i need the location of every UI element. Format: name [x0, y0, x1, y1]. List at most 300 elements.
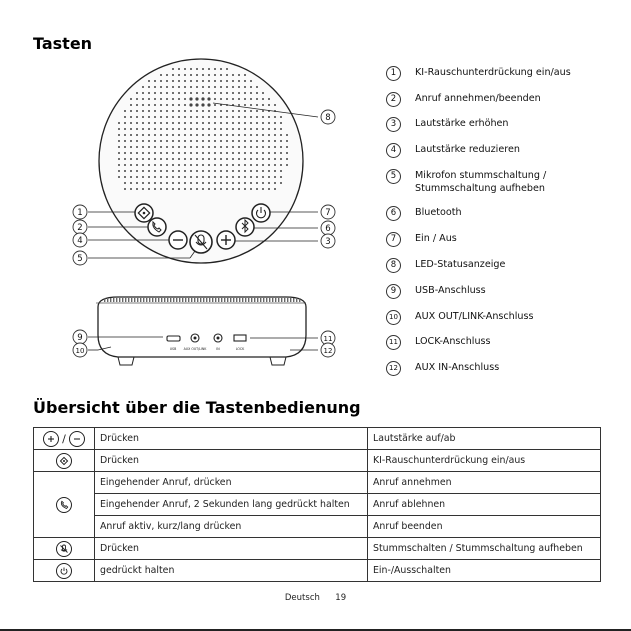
grille-dot	[268, 164, 270, 166]
grille-dot	[184, 74, 186, 76]
button-call	[148, 218, 166, 236]
grille-dot	[195, 97, 198, 100]
button-bluetooth	[236, 218, 254, 236]
page-footer	[0, 593, 631, 603]
grille-dot	[214, 152, 216, 154]
grille-dot	[124, 140, 126, 142]
grille-dot	[244, 176, 246, 178]
table-row	[34, 472, 601, 494]
grille-dot	[274, 116, 276, 118]
grille-dot	[190, 170, 192, 172]
grille-dot	[136, 110, 138, 112]
legend-number: 11	[386, 335, 401, 350]
callout-8	[321, 110, 335, 124]
grille-dot	[262, 182, 264, 184]
grille-dot	[220, 128, 222, 130]
grille-dot	[172, 188, 174, 190]
grille-dot	[268, 98, 270, 100]
grille-dot	[274, 140, 276, 142]
grille-dot	[154, 116, 156, 118]
grille-dot	[214, 86, 216, 88]
grille-dot	[250, 80, 252, 82]
footer-language: Deutsch	[284, 593, 320, 603]
grille-dot	[214, 128, 216, 130]
table-icon-cell: /	[34, 428, 95, 450]
grille-dot	[226, 110, 228, 112]
side-grille-slot	[149, 298, 150, 302]
grille-dot	[190, 188, 192, 190]
grille-dot	[226, 92, 228, 94]
grille-dot	[178, 170, 180, 172]
grille-dot	[184, 80, 186, 82]
side-grille-slot	[206, 298, 207, 302]
side-grille-slot	[257, 298, 258, 302]
grille-dot	[202, 128, 204, 130]
grille-dot	[148, 146, 150, 148]
grille-dot	[184, 170, 186, 172]
grille-dot	[130, 140, 132, 142]
grille-dot	[178, 86, 180, 88]
grille-dot	[201, 97, 204, 100]
side-grille-slot	[221, 298, 222, 302]
grille-dot	[160, 86, 162, 88]
grille-dot	[172, 152, 174, 154]
grille-dot	[256, 86, 258, 88]
table-function-cell: KI-Rauschunterdrückung ein/aus	[368, 450, 601, 472]
grille-dot	[178, 68, 180, 70]
grille-dot	[154, 134, 156, 136]
side-grille-slot	[275, 298, 276, 302]
grille-dot	[280, 182, 282, 184]
grille-dot	[232, 176, 234, 178]
grille-dot	[190, 182, 192, 184]
grille-dot	[250, 116, 252, 118]
grille-dot	[178, 146, 180, 148]
grille-dot	[280, 140, 282, 142]
grille-dot	[142, 146, 144, 148]
grille-dot	[214, 92, 216, 94]
grille-dot	[178, 128, 180, 130]
grille-dot	[178, 134, 180, 136]
grille-dot	[274, 146, 276, 148]
grille-dot	[172, 158, 174, 160]
grille-dot	[256, 176, 258, 178]
legend-number: 7	[386, 232, 401, 247]
callout-4	[73, 233, 87, 247]
grille-dot	[196, 146, 198, 148]
grille-dot	[196, 86, 198, 88]
grille-dot	[166, 98, 168, 100]
table-icon-cell	[34, 560, 95, 582]
side-grille-slot	[197, 298, 198, 302]
grille-dot	[178, 116, 180, 118]
grille-dot	[130, 164, 132, 166]
grille-dot	[256, 128, 258, 130]
legend-number: 10	[386, 310, 401, 325]
grille-dot	[226, 68, 228, 70]
grille-dot	[232, 80, 234, 82]
grille-dot	[208, 170, 210, 172]
grille-dot	[124, 152, 126, 154]
grille-dot	[238, 146, 240, 148]
grille-dot	[220, 188, 222, 190]
grille-dot	[280, 146, 282, 148]
side-grille-slot	[260, 298, 261, 302]
grille-dot	[202, 176, 204, 178]
grille-dot	[244, 104, 246, 106]
side-grille-slot	[194, 298, 195, 302]
grille-dot	[226, 140, 228, 142]
grille-dot	[202, 152, 204, 154]
grille-dot	[178, 140, 180, 142]
side-grille-slot	[284, 298, 285, 302]
grille-dot	[178, 110, 180, 112]
grille-dot	[208, 182, 210, 184]
grille-dot	[166, 74, 168, 76]
grille-dot	[250, 170, 252, 172]
button-volume-up	[217, 231, 235, 249]
grille-dot	[142, 152, 144, 154]
grille-dot	[190, 158, 192, 160]
grille-dot	[244, 140, 246, 142]
side-grille-slot	[233, 298, 234, 302]
grille-dot	[160, 176, 162, 178]
grille-dot	[142, 128, 144, 130]
grille-dot	[232, 188, 234, 190]
grille-dot	[280, 164, 282, 166]
grille-dot	[220, 152, 222, 154]
grille-dot	[130, 152, 132, 154]
grille-dot	[178, 176, 180, 178]
grille-dot	[262, 92, 264, 94]
grille-dot	[124, 134, 126, 136]
legend-number: 12	[386, 361, 401, 376]
grille-dot	[226, 152, 228, 154]
grille-dot	[226, 122, 228, 124]
grille-dot	[142, 134, 144, 136]
grille-dot	[154, 170, 156, 172]
grille-dot	[208, 134, 210, 136]
grille-dot	[244, 86, 246, 88]
grille-dot	[256, 104, 258, 106]
grille-dot	[178, 104, 180, 106]
grille-dot	[220, 146, 222, 148]
grille-dot	[160, 116, 162, 118]
grille-dot	[268, 122, 270, 124]
grille-dot	[238, 98, 240, 100]
grille-dot	[214, 110, 216, 112]
grille-dot	[190, 86, 192, 88]
table-icon-cell	[34, 472, 95, 538]
side-grille-slot	[119, 298, 120, 302]
grille-dot	[124, 170, 126, 172]
grille-dot	[136, 140, 138, 142]
grille-dot	[202, 164, 204, 166]
side-grille-slot	[185, 298, 186, 302]
grille-dot	[160, 110, 162, 112]
grille-dot	[178, 158, 180, 160]
grille-dot	[220, 158, 222, 160]
power-icon	[56, 563, 72, 579]
grille-dot	[226, 134, 228, 136]
grille-dot	[166, 170, 168, 172]
grille-dot	[118, 146, 120, 148]
grille-dot	[118, 128, 120, 130]
grille-dot	[250, 128, 252, 130]
grille-dot	[268, 104, 270, 106]
grille-dot	[214, 164, 216, 166]
svg-text:2: 2	[77, 223, 83, 233]
svg-text:9: 9	[77, 333, 83, 343]
phone-icon	[56, 497, 72, 513]
grille-dot	[172, 104, 174, 106]
grille-dot	[148, 176, 150, 178]
callout-2	[73, 220, 87, 234]
grille-dot	[118, 164, 120, 166]
grille-dot	[196, 152, 198, 154]
grille-dot	[190, 152, 192, 154]
grille-dot	[220, 68, 222, 70]
grille-dot	[214, 182, 216, 184]
grille-dot	[184, 68, 186, 70]
grille-dot	[256, 122, 258, 124]
grille-dot	[214, 74, 216, 76]
grille-dot	[202, 92, 204, 94]
side-grille-slot	[155, 298, 156, 302]
svg-text:10: 10	[75, 347, 85, 355]
grille-dot	[232, 170, 234, 172]
grille-dot	[160, 140, 162, 142]
grille-dot	[184, 134, 186, 136]
legend-text: Mikrofon stummschaltung /	[415, 170, 547, 181]
grille-dot	[184, 152, 186, 154]
grille-dot	[286, 146, 288, 148]
grille-dot	[244, 152, 246, 154]
grille-dot	[136, 158, 138, 160]
grille-dot	[208, 176, 210, 178]
callout-7	[321, 205, 335, 219]
side-grille-slot	[230, 298, 231, 302]
grille-dot	[262, 188, 264, 190]
legend-number: 4	[386, 143, 401, 158]
grille-dot	[226, 116, 228, 118]
grille-dot	[208, 152, 210, 154]
legend-text: Anruf annehmen/beenden	[415, 93, 541, 104]
side-grille-slot	[254, 298, 255, 302]
grille-dot	[154, 122, 156, 124]
grille-dot	[256, 164, 258, 166]
grille-dot	[268, 146, 270, 148]
grille-dot	[130, 182, 132, 184]
grille-dot	[190, 164, 192, 166]
grille-dot	[190, 92, 192, 94]
grille-dot	[256, 116, 258, 118]
grille-dot	[250, 86, 252, 88]
grille-dot	[178, 122, 180, 124]
grille-dot	[160, 104, 162, 106]
grille-dot	[136, 134, 138, 136]
grille-dot	[148, 116, 150, 118]
legend-text: LOCK-Anschluss	[415, 336, 491, 347]
grille-dot	[154, 110, 156, 112]
grille-dot	[196, 68, 198, 70]
grille-dot	[154, 146, 156, 148]
grille-dot	[142, 86, 144, 88]
grille-dot	[154, 128, 156, 130]
aux-out-port-label: AUX OUT/LINK	[183, 347, 207, 351]
grille-dot	[196, 92, 198, 94]
volume-up-icon	[43, 431, 59, 447]
grille-dot	[214, 170, 216, 172]
grille-dot	[280, 158, 282, 160]
grille-dot	[130, 158, 132, 160]
grille-dot	[160, 80, 162, 82]
grille-dot	[154, 188, 156, 190]
grille-dot	[196, 176, 198, 178]
grille-dot	[238, 188, 240, 190]
grille-dot	[196, 188, 198, 190]
grille-dot	[268, 170, 270, 172]
grille-dot	[124, 116, 126, 118]
grille-dot	[220, 170, 222, 172]
grille-dot	[220, 140, 222, 142]
side-grille-slot	[110, 298, 111, 302]
grille-dot	[220, 176, 222, 178]
button-volume-down	[169, 231, 187, 249]
grille-dot	[160, 188, 162, 190]
grille-dot	[232, 74, 234, 76]
grille-dot	[250, 164, 252, 166]
grille-dot	[244, 146, 246, 148]
grille-dot	[142, 176, 144, 178]
grille-dot	[196, 74, 198, 76]
table-function-cell: Lautstärke auf/ab	[368, 428, 601, 450]
grille-dot	[154, 182, 156, 184]
grille-dot	[214, 188, 216, 190]
grille-dot	[136, 152, 138, 154]
grille-dot	[184, 92, 186, 94]
grille-dot	[268, 116, 270, 118]
grille-dot	[238, 176, 240, 178]
grille-dot	[184, 122, 186, 124]
grille-dot	[142, 170, 144, 172]
grille-dot	[244, 110, 246, 112]
grille-dot	[207, 103, 210, 106]
table-row	[34, 560, 601, 582]
side-grille-slot	[107, 298, 108, 302]
grille-dot	[244, 134, 246, 136]
grille-dot	[202, 170, 204, 172]
grille-dot	[208, 74, 210, 76]
grille-dot	[189, 103, 192, 106]
grille-dot	[148, 122, 150, 124]
grille-dot	[280, 122, 282, 124]
table-action-cell: Eingehender Anruf, drücken	[95, 472, 368, 494]
table-action-cell: Drücken	[95, 428, 368, 450]
callout-5	[73, 251, 87, 265]
grille-dot	[178, 98, 180, 100]
grille-dot	[154, 86, 156, 88]
grille-dot	[220, 74, 222, 76]
side-grille-slot	[164, 298, 165, 302]
grille-dot	[190, 134, 192, 136]
grille-dot	[148, 182, 150, 184]
grille-dot	[130, 128, 132, 130]
grille-dot	[160, 146, 162, 148]
grille-dot	[190, 140, 192, 142]
grille-dot	[148, 134, 150, 136]
grille-dot	[202, 146, 204, 148]
grille-dot	[154, 164, 156, 166]
grille-dot	[220, 110, 222, 112]
grille-dot	[124, 128, 126, 130]
grille-dot	[184, 110, 186, 112]
grille-dot	[238, 134, 240, 136]
grille-dot	[142, 104, 144, 106]
grille-dot	[148, 128, 150, 130]
grille-dot	[142, 164, 144, 166]
grille-dot	[190, 122, 192, 124]
grille-dot	[250, 110, 252, 112]
grille-dot	[226, 158, 228, 160]
grille-dot	[166, 134, 168, 136]
grille-dot	[220, 164, 222, 166]
grille-dot	[268, 140, 270, 142]
grille-dot	[226, 98, 228, 100]
grille-dot	[262, 116, 264, 118]
side-grille-slot	[272, 298, 273, 302]
grille-dot	[232, 152, 234, 154]
grille-dot	[172, 74, 174, 76]
grille-dot	[208, 164, 210, 166]
grille-dot	[160, 182, 162, 184]
grille-dot	[208, 110, 210, 112]
grille-dot	[136, 98, 138, 100]
grille-dot	[286, 152, 288, 154]
grille-dot	[178, 182, 180, 184]
grille-dot	[136, 122, 138, 124]
grille-dot	[172, 176, 174, 178]
grille-dot	[262, 146, 264, 148]
svg-text:1: 1	[77, 208, 83, 218]
table-function-cell: Anruf beenden	[368, 516, 601, 538]
grille-dot	[226, 146, 228, 148]
grille-dot	[196, 140, 198, 142]
grille-dot	[142, 110, 144, 112]
grille-dot	[118, 170, 120, 172]
grille-dot	[130, 188, 132, 190]
side-grille-slot	[170, 298, 171, 302]
table-action-cell: Drücken	[95, 450, 368, 472]
side-grille-slot	[269, 298, 270, 302]
table-function-cell: Anruf ablehnen	[368, 494, 601, 516]
grille-dot	[160, 152, 162, 154]
grille-dot	[202, 80, 204, 82]
grille-dot	[220, 182, 222, 184]
grille-dot	[226, 164, 228, 166]
grille-dot	[268, 176, 270, 178]
callout-10	[73, 343, 87, 357]
grille-dot	[214, 140, 216, 142]
svg-text:6: 6	[325, 224, 331, 234]
grille-dot	[208, 158, 210, 160]
grille-dot	[244, 128, 246, 130]
side-grille-slot	[140, 298, 141, 302]
grille-dot	[244, 80, 246, 82]
grille-dot	[124, 110, 126, 112]
grille-dot	[244, 188, 246, 190]
grille-dot	[148, 140, 150, 142]
